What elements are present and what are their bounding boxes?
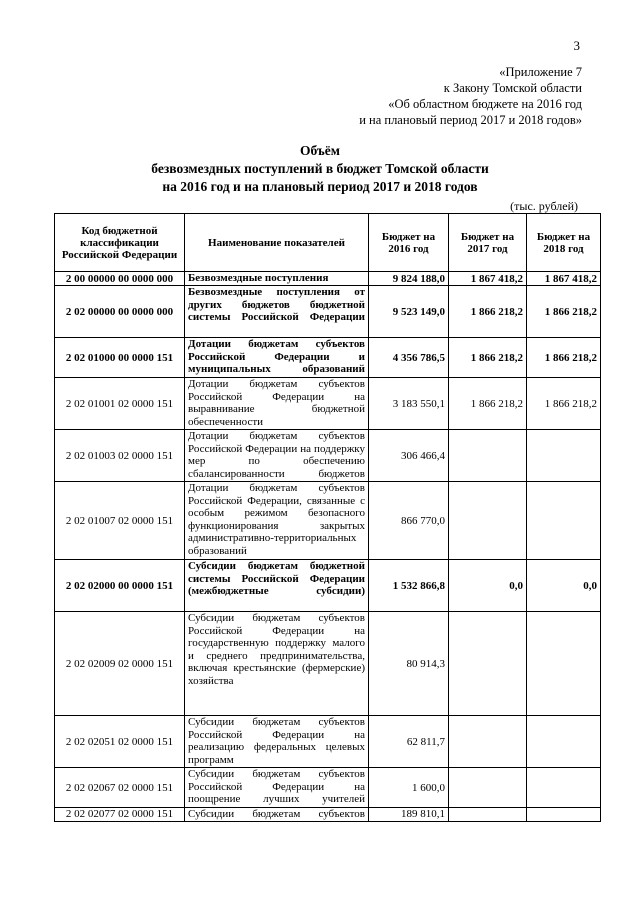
row-2018 bbox=[527, 768, 601, 808]
row-code: 2 02 01000 00 0000 151 bbox=[55, 338, 185, 378]
row-name: Субсидии бюджетам субъектов Российской Федерации на поощрение лучших учителей bbox=[185, 768, 369, 808]
row-2016: 80 914,3 bbox=[369, 612, 449, 716]
table-row bbox=[55, 482, 601, 560]
row-2016: 3 183 550,1 bbox=[369, 378, 449, 430]
table-row bbox=[55, 272, 601, 286]
row-code: 2 02 02009 02 0000 151 bbox=[55, 612, 185, 716]
row-2018: 1 866 218,2 bbox=[527, 338, 601, 378]
title-line: Объём bbox=[300, 143, 340, 158]
row-code: 2 02 01003 02 0000 151 bbox=[55, 430, 185, 482]
appendix-line: к Закону Томской области bbox=[443, 81, 582, 95]
row-code: 2 02 02051 02 0000 151 bbox=[55, 716, 185, 768]
appendix-line: «Приложение 7 bbox=[499, 65, 582, 79]
table-row bbox=[55, 560, 601, 612]
header-2017: Бюджет на 2017 год bbox=[449, 214, 527, 272]
row-2018 bbox=[527, 430, 601, 482]
row-name: Субсидии бюджетам субъектов Российской Федерации на реализацию федеральных целевых программ bbox=[185, 716, 369, 768]
row-2017 bbox=[449, 768, 527, 808]
row-code: 2 00 00000 00 0000 000 bbox=[55, 272, 185, 286]
row-name: Дотации бюджетам субъектов Российской Федерации, связанные с особым режимом безопасного функционирования закрытых административно-территориальных образований bbox=[185, 482, 369, 560]
row-name: Безвозмездные поступления от других бюджетов бюджетной системы Российской Федерации bbox=[185, 286, 369, 338]
appendix-line: «Об областном бюджете на 2016 год bbox=[388, 97, 582, 111]
row-code: 2 02 02067 02 0000 151 bbox=[55, 768, 185, 808]
appendix-line: и на плановый период 2017 и 2018 годов» bbox=[359, 113, 582, 127]
row-2018: 1 867 418,2 bbox=[527, 272, 601, 286]
row-name: Дотации бюджетам субъектов Российской Федерации на поддержку мер по обеспечению сбалансированности бюджетов bbox=[185, 430, 369, 482]
document-title bbox=[0, 142, 640, 196]
table-row bbox=[55, 716, 601, 768]
row-2017 bbox=[449, 482, 527, 560]
row-2017: 0,0 bbox=[449, 560, 527, 612]
row-2017: 1 866 218,2 bbox=[449, 286, 527, 338]
budget-table bbox=[54, 213, 601, 822]
row-2018: 1 866 218,2 bbox=[527, 378, 601, 430]
row-name: Субсидии бюджетам субъектов bbox=[185, 808, 369, 822]
row-2018 bbox=[527, 808, 601, 822]
table-row bbox=[55, 430, 601, 482]
table-row bbox=[55, 378, 601, 430]
table-row bbox=[55, 612, 601, 716]
row-2018 bbox=[527, 482, 601, 560]
row-2017 bbox=[449, 716, 527, 768]
row-2017: 1 866 218,2 bbox=[449, 378, 527, 430]
row-2017 bbox=[449, 430, 527, 482]
header-name: Наименование показателей bbox=[185, 214, 369, 272]
table-header-row bbox=[55, 214, 601, 272]
row-2018 bbox=[527, 716, 601, 768]
table-row bbox=[55, 808, 601, 822]
header-2016: Бюджет на 2016 год bbox=[369, 214, 449, 272]
row-2018 bbox=[527, 612, 601, 716]
row-2016: 189 810,1 bbox=[369, 808, 449, 822]
row-2017 bbox=[449, 808, 527, 822]
table-row bbox=[55, 286, 601, 338]
row-2018: 1 866 218,2 bbox=[527, 286, 601, 338]
row-code: 2 02 01001 02 0000 151 bbox=[55, 378, 185, 430]
header-code: Код бюджетной классификации Российской Федерации bbox=[55, 214, 185, 272]
table-row bbox=[55, 768, 601, 808]
page-number: 3 bbox=[573, 38, 580, 53]
row-code: 2 02 01007 02 0000 151 bbox=[55, 482, 185, 560]
row-2016: 62 811,7 bbox=[369, 716, 449, 768]
row-2016: 1 532 866,8 bbox=[369, 560, 449, 612]
units-note: (тыс. рублей) bbox=[510, 199, 578, 213]
row-code: 2 02 00000 00 0000 000 bbox=[55, 286, 185, 338]
header-2018: Бюджет на 2018 год bbox=[527, 214, 601, 272]
row-name: Безвозмездные поступления bbox=[185, 272, 369, 286]
appendix-reference bbox=[359, 64, 582, 128]
row-2016: 9 523 149,0 bbox=[369, 286, 449, 338]
row-code: 2 02 02000 00 0000 151 bbox=[55, 560, 185, 612]
row-2017 bbox=[449, 612, 527, 716]
row-code: 2 02 02077 02 0000 151 bbox=[55, 808, 185, 822]
row-2016: 9 824 188,0 bbox=[369, 272, 449, 286]
row-2016: 306 466,4 bbox=[369, 430, 449, 482]
row-2016: 4 356 786,5 bbox=[369, 338, 449, 378]
row-2016: 1 600,0 bbox=[369, 768, 449, 808]
row-name: Дотации бюджетам субъектов Российской Федерации и муниципальных образований bbox=[185, 338, 369, 378]
title-line: безвозмездных поступлений в бюджет Томской области bbox=[151, 161, 489, 176]
row-name: Субсидии бюджетам субъектов Российской Федерации на государственную поддержку малого и среднего предпринимательства, включая крестьянские (фермерские) хозяйства bbox=[185, 612, 369, 716]
row-2016: 866 770,0 bbox=[369, 482, 449, 560]
title-line: на 2016 год и на плановый период 2017 и 2018 годов bbox=[162, 179, 478, 194]
table-row bbox=[55, 338, 601, 378]
row-2017: 1 867 418,2 bbox=[449, 272, 527, 286]
row-2018: 0,0 bbox=[527, 560, 601, 612]
row-2017: 1 866 218,2 bbox=[449, 338, 527, 378]
row-name: Дотации бюджетам субъектов Российской Федерации на выравнивание бюджетной обеспеченности bbox=[185, 378, 369, 430]
row-name: Субсидии бюджетам бюджетной системы Российской Федерации (межбюджетные субсидии) bbox=[185, 560, 369, 612]
